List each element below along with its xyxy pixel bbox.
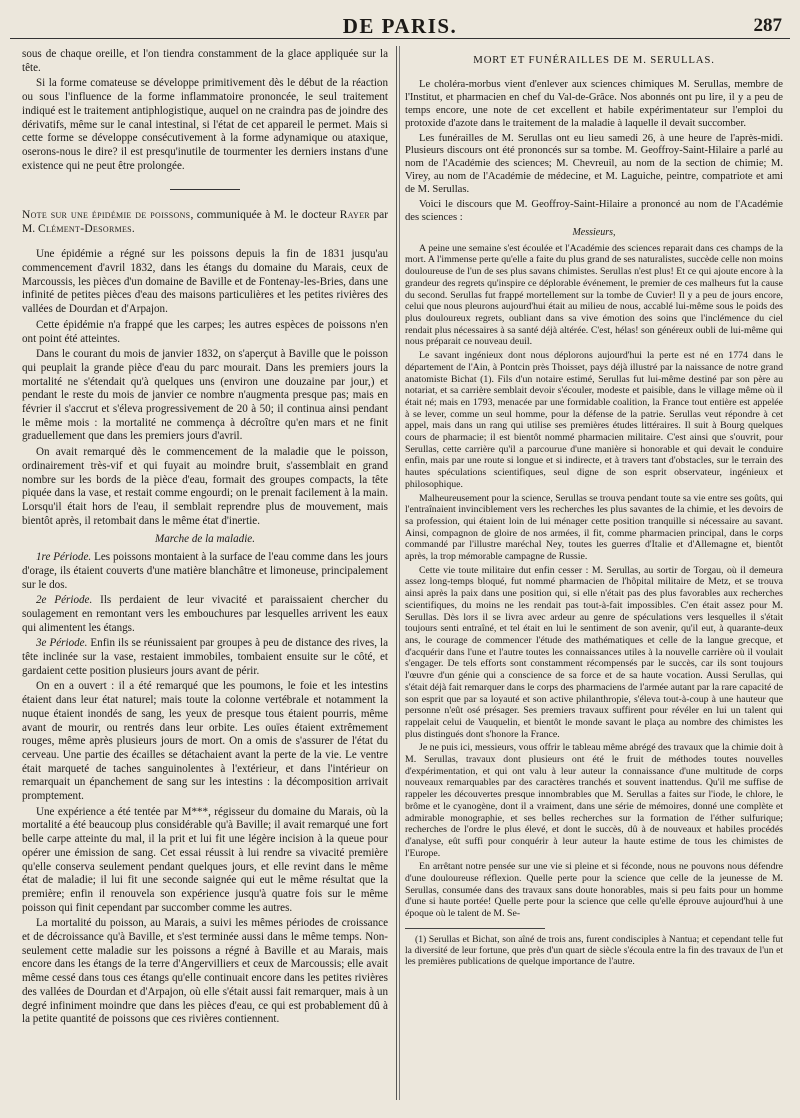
article-title-author: Clément-Desormes. [37, 223, 136, 236]
paragraph: La mortalité du poisson, au Marais, a suivi les mêmes périodes de croissance et de décroissance qu'à Baville, et s'est terminée aussi dans le même temps. Non-seulement cette maladie sur les poissons a régné à Baville et au Marais, mais encore dans les étangs de la terre d'Angervilliers et ceux de Marcoussis; elle avait même cessé dans tous ces étangs qu'elle continuait encore dans les petites rivières des vallées de Dourdan et d'Arpajon, où elle s'était aussi fait remarquer, mais à un degré infiniment moindre que dans les pièces d'eau, ce qui est probablement dû à la petite quantité de poissons que ces rivières contiennent. [22, 917, 388, 1026]
paragraph: On avait remarqué dès le commencement de la maladie que le poisson, ordinairement très-vif et qui fuyait au moindre bruit, s'assemblait en grand nombre sur les bords de la pièce d'eau, formait des groupes compacts, la tête piquée dans la vase, et restait comme engourdi; on le prenait facilement à la main. Lorsqu'il était hors de l'eau, il semblait reprendre plus de mouvement, mais bientôt après, il retombait dans le même état d'inertie. [22, 446, 388, 527]
period-label: 1re Période. [36, 551, 92, 564]
speech-paragraph: Cette vie toute militaire dut enfin cesser : M. Serullas, au sortir de Torgau, où il demeura assez long-temps bloqué, fut nommé pharmacien de l'hôpital militaire de Metz, et se trouva ainsi après la paix dans une position qui, si elle n'était pas des plus favorables aux recherches scientifiques, du moins ne les rendait pas tout-à-fait impossibles. C'en était assez pour M. Serullas. Dès lors il se livra avec ardeur au genre de spéculations vers lesquelles il s'était toujours senti entraîné, et tel était en lui le sentiment de son avenir, qu'il eut, à quarante-deux ans, le courage de commencer l'étude des mathématiques et celle de la langue grecque, et d'acquérir dans l'une et l'autre toutes les connaissances utiles à la nouvelle carrière où il voulait s'engager. De tels efforts sont constamment récompensés par le succès, car ils sont toujours l'œuvre d'un génie qui a conscience de sa force et de sa haute vocation. Aussi Serullas, qui s'était déjà fait remarquer dans le corps des pharmaciens de l'armée autant par la rare capacité de son esprit que par sa loyauté et son active philanthropie, s'éleva tout-à-coup à une hauteur que personne n'eût osé présager. Ses premiers travaux suffirent pour révéler en lui un talent qui rappelait celui de Vauquelin, et bientôt le monde savant le plaça au nombre des chimistes les plus distingués dont s'honore la France. [405, 564, 783, 740]
section-separator [170, 189, 240, 190]
paragraph: Si la forme comateuse se développe primitivement dès le début de la réaction ou sous l'influence de la forme inflammatoire prononcée, le seul traitement indiqué est le traitement antiphlogistique, auquel on ne craindra pas de joindre des dérivatifs, même sur le canal intestinal, si l'état de cet appareil le permet. Mais si cette forme se développe consécutivement à la forme adynamique ou ataxique, oserons-nous le dire? il est presqu'inutile de tourmenter les derniers instans d'une existence qui ne peut être prolongée. [22, 77, 388, 172]
running-head: DE PARIS. [342, 14, 458, 38]
footnote: (1) Serullas et Bichat, son aîné de trois ans, furent condisciples à Nantua; et cependant telle fut la diversité de leur fortune, que près d'un quart de siècle s'écoula entre la fin des travaux de l'un et les premières publications de quelque importance de l'autre. [405, 933, 783, 968]
left-column [22, 48, 388, 1088]
column-divider [396, 46, 397, 1100]
article-title-part: , communiquée à M. le docteur [190, 209, 337, 222]
speech-paragraph: A peine une semaine s'est écoulée et l'Académie des sciences reparait dans ces champs de la mort. A l'immense perte qu'elle a faite du plus grand de ses naturalistes, succède celle non moins douloureuse de l'un de ses plus savans chimistes. Serullas n'est plus! Et ce qui ajoute encore à la grandeur des regrets qu'inspire ce déplorable événement, le premier de ces malheurs fut la cause du second. Serullas fut frappé mortellement sur la tombe de Cuvier! Il y a peu de jours encore, celui que nous pleurons aujourd'hui était au milieu de nous, accablé lui-même sous le poids des plus douloureux regrets, oubliant dans sa vive émotion des soins que l'inclémence du ciel rendait plus nécessaires à sa santé déjà altérée. C'est, hélas! son généreux oubli de lui-même qui nous préparait ce nouveau deuil. [405, 242, 783, 348]
period-text: Ils perdaient de leur vivacité et paraissaient chercher du soulagement en remontant vers les embouchures par lesquelles arrivent les eaux qui alimentent les étangs. [22, 594, 388, 634]
article-title-name: Rayer [339, 209, 370, 222]
period-label: 3e Période. [36, 637, 88, 650]
period-text: Enfin ils se réunissaient par groupes à peu de distance des rives, la tête inclinée sur la vase, restaient immobiles, tombaient ensuite sur le côté, et gardaient cette position plusieurs jours avant de périr. [22, 637, 388, 677]
page-header [0, 8, 800, 36]
column-divider-inner [399, 46, 400, 1100]
paragraph: Le choléra-morbus vient d'enlever aux sciences chimiques M. Serullas, membre de l'Institut, et pharmacien en chef du Val-de-Grâce. Nos abonnés ont pu lire, il y a peu de temps encore, une note de cet excellent et habile expérimentateur sur l'emploi du protoxide d'azote dans le traitement de la maladie à laquelle il devait succomber. [405, 78, 783, 129]
article-title-part: par M. [22, 209, 388, 236]
paragraph [22, 637, 388, 678]
paragraph [22, 594, 388, 635]
paragraph: On en a ouvert : il a été remarqué que les poumons, le foie et les intestins étaient dans leur état naturel; mais toute la colonne vertébrale et notamment la nuque étaient inondés de sang, les yeux de presque tous étaient pourris, même avant de mourir, ou rentrés dans leur orbite. Les ouïes étaient extrêmement rouges, même après plusieurs jours de mort. On a omis de s'assurer de l'état du cerveau. Une partie des écailles se détachaient avant la perte de la vie. Le ventre était marqueté de taches sanguinolentes à l'extérieur, et dans l'intérieur on remarquait un épanchement de sang sur les intestins : la décomposition arrivait promptement. [22, 680, 388, 803]
page-number: 287 [753, 15, 782, 36]
paragraph: sous de chaque oreille, et l'on tiendra constamment de la glace appliquée sur la tête. [22, 48, 388, 74]
footnote-rule [405, 928, 545, 929]
subheading: Marche de la maladie. [154, 533, 256, 546]
speech-paragraph: Malheureusement pour la science, Serullas se trouva pendant toute sa vie entre ses goûts, qui l'entraînaient invinciblement vers les recherches les plus savantes de la chimie, et les devoirs de sa profession, qui étaient loin de lui ménager cette position tranquille si nécessaire au savant. Ainsi, compagnon de gloire de nos armées, il fit, comme pharmacien principal, dans le corps commandé par l'illustre maréchal Ney, toutes les guerres d'Italie et d'Allemagne et, bientôt après, la trop mémorable campagne de Russie. [405, 492, 783, 563]
header-rule [10, 38, 790, 39]
right-column [405, 48, 783, 1110]
salutation: Messieurs, [572, 226, 616, 238]
speech-paragraph: En arrêtant notre pensée sur une vie si pleine et si féconde, nous ne pouvons nous défendre d'une douloureuse réflexion. Quelle perte pour la science que celle de la jeunesse de M. Serullas, consumée dans des travaux sans doute honorables, mais si peu faits pour un homme d'une si haute portée! Quelle perte pour la science que celle qu'elle éprouve aujourd'hui à une époque où le talent de M. Se- [405, 861, 783, 920]
paragraph: Une épidémie a régné sur les poissons depuis la fin de 1831 jusqu'au commencement d'avril 1832, dans les étangs du domaine du Marais, ceux de Marcoussis, les pièces d'un domaine de Baville et de Fontenay-les-Bries, dans une infinité de petites pièces d'eau des maisons particulières et les petites rivières des vallées de Dourdan et d'Arpajon. [22, 248, 388, 316]
speech-paragraph: Je ne puis ici, messieurs, vous offrir le tableau même abrégé des travaux que la chimie doit à M. Serullas, travaux dont plusieurs ont été le fruit de méthodes toutes nouvelles d'expérimentation, et qui ont valu à leur auteur la connaissance d'une multitude de corps nouveaux remarquables par des caractères tranchés et souvent inattendus. Qu'il me suffise de rappeler les découvertes presque innombrables que M. Serullas a faites sur l'iode, le chlore, le brôme et le cyanogène, dont il a vraiment, dans une série de mémoires, donné une complète et admirable monographie, et ses belles recherches sur la formation de l'éther sulfurique; recherches de l'ordre le plus élevé, et dont le succès, dû à de nouveaux et habiles procédés d'analyse, eût suffi pour conquérir à leur auteur la haute estime de tous les chimistes de l'Europe. [405, 742, 783, 859]
paragraph: Cette épidémie n'a frappé que les carpes; les autres espèces de poissons n'en ont point été atteintes. [22, 318, 388, 345]
paragraph: Les funérailles de M. Serullas ont eu lieu samedi 26, à une heure de l'après-midi. Plusieurs discours ont été prononcés sur sa tombe. M. Geoffroy-Saint-Hilaire a parlé au nom de l'Académie des sciences; M. Chevreuil, au nom de la section de chimie; M. Virey, au nom de l'Académie de médecine, et M. Laguiche, peintre, compatriote et ami de M. Serullas. [405, 132, 783, 196]
period-label: 2e Période. [36, 594, 93, 607]
speech-paragraph: Le savant ingénieux dont nous déplorons aujourd'hui la perte est né en 1774 dans le département de l'Ain, à Pontcin près Thoisset, pays déjà illustré par la naissance de notre grand anatomiste Bichat (1). Fils d'un notaire estimé, Serullas fut lui-même destiné par son père au notariat, et sa carrière semblait devoir s'écouler, modeste et paisible, dans le village même où il était né; mais en 1793, menacée par une formidable coalition, la France tout entière est appelée à se lever, comme un seul homme, pour la défense de la patrie. Serullas veut répondre à cet appel, mais dans un rang qui utilise ses premières études littéraires. Il suit à Bourg quelques cours de pharmacie; il est bientôt nommé pharmacien militaire. C'est ainsi que s'ouvrit, pour Serullas, cette carrière qu'il a parcourue d'une manière si honorable et qui devait le conduire enfin, mais par une route si longue et si indirecte, et à travers tant d'obstacles, sur le terrain des hautes spéculations scientifiques, seul digne de son esprit observateur, ingénieux et philosophique. [405, 350, 783, 490]
paragraph: Voici le discours que M. Geoffroy-Saint-Hilaire a prononcé au nom de l'Académie des sciences : [405, 199, 783, 223]
paragraph: Dans le courant du mois de janvier 1832, on s'aperçut à Baville que le poisson qui peuplait la grande pièce d'eau du parc mourait. Dans les premiers jours la mortalité ne s'étendait qu'à quelques uns (environ une douzaine par jour,) et pendant le reste du mois de janvier ce nombre n'augmenta presque pas; mais en février il s'accrut et s'éleva progressivement de 20 à 50; il continua ainsi pendant le même mois : la mortalité ne commença à décroître qu'en mars et ne finit graduellement que dans les premiers jours d'avril. [22, 348, 388, 443]
article-title-part: Note sur une épidémie de poissons [22, 209, 191, 222]
article-heading: MORT ET FUNÉRAILLES DE M. SERULLAS. [473, 54, 715, 66]
paragraph: Une expérience a été tentée par M***, régisseur du domaine du Marais, où la mortalité a été beaucoup plus considérable qu'à Baville; il avait remarqué une fort belle carpe atteinte du mal, il la prit et lui fit une légère incision à la queue pour opérer une émission de sang. Cet essai réussit à lui rendre sa vivacité première qu'elle conserva seulement pendant quelques jours, et elle revint dans le même état de maladie; il lui fit une seconde saignée qui eut le même résultat que la première; enfin il renouvela son expérience jusqu'à quatre fois sur le même poisson qui finit cependant par succomber comme les autres. [22, 805, 388, 914]
period-text: Les poissons montaient à la surface de l'eau comme dans les jours d'orage, ils étaient couverts d'une matière blanchâtre et limoneuse, principalement sur le dos. [22, 551, 388, 591]
article-title [22, 208, 388, 236]
paragraph [22, 551, 388, 592]
